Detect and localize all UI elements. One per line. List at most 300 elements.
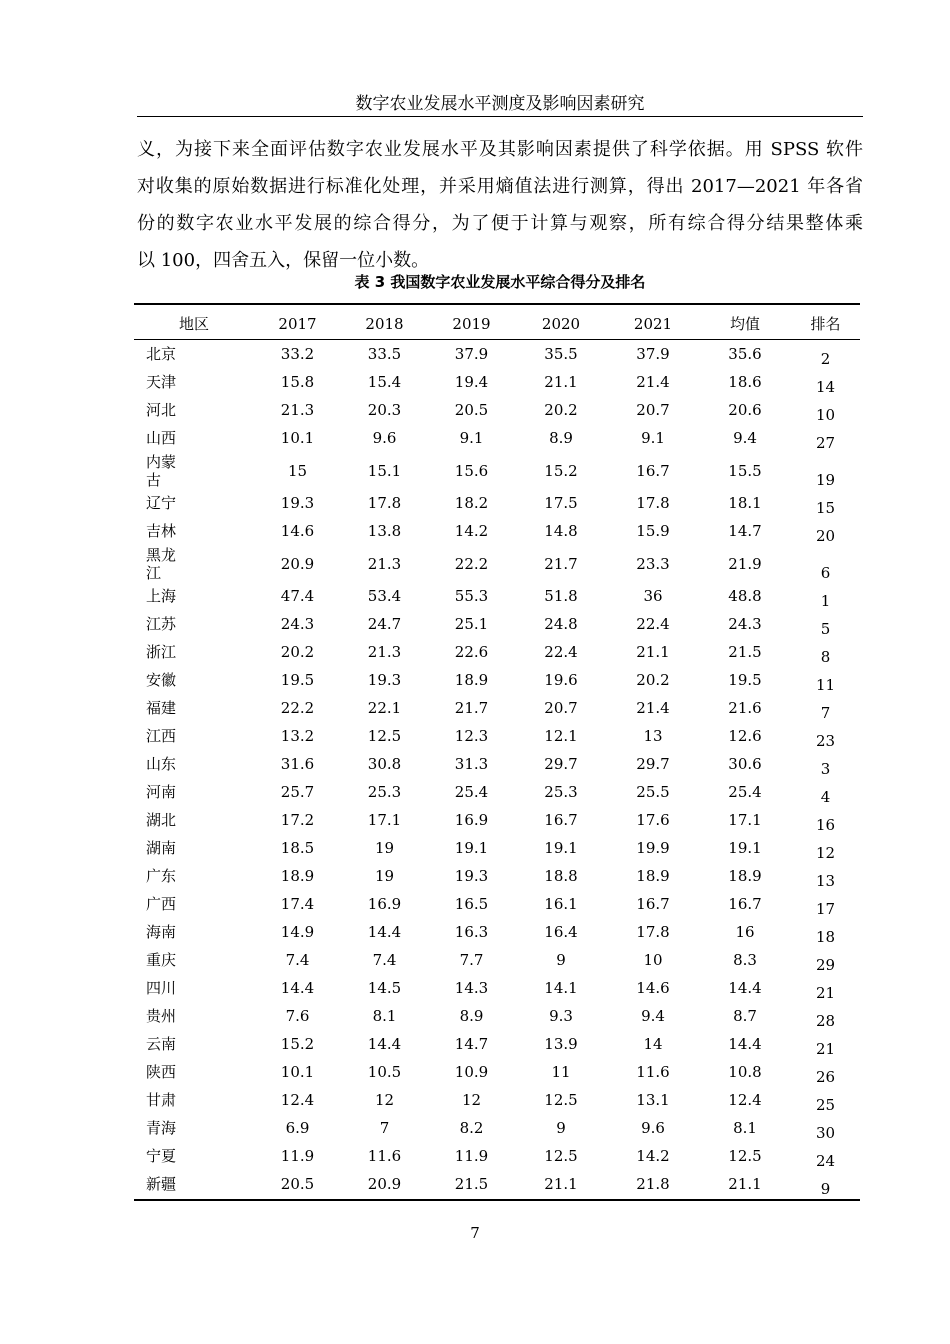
region-cell	[134, 396, 254, 424]
score-cell: 22.6	[454, 643, 489, 661]
score-cell: 21.3	[367, 643, 402, 661]
score-cell: 20.5	[280, 1175, 315, 1193]
region-name: 黑龙江	[146, 545, 177, 582]
score-cell: 21.1	[544, 1175, 578, 1193]
score-cell: 10.1	[280, 429, 315, 447]
rank-cell: 17	[815, 900, 836, 918]
score-cell: 10	[643, 951, 663, 969]
mean-cell: 20.6	[728, 401, 762, 419]
score-cell: 15.4	[367, 373, 402, 391]
rank-cell: 30	[815, 1124, 836, 1142]
score-cell: 51.8	[544, 587, 578, 605]
score-cell: 24.7	[367, 615, 402, 633]
score-cell: 14.4	[367, 923, 402, 941]
table-row	[134, 1114, 860, 1142]
region-cell	[134, 694, 254, 722]
score-cell: 12.5	[544, 1091, 578, 1109]
score-cell: 53.4	[367, 587, 402, 605]
score-cell: 8.9	[549, 429, 573, 447]
region-name: 广东	[146, 867, 177, 885]
region-name: 青海	[146, 1119, 177, 1137]
score-cell: 18.5	[280, 839, 315, 857]
score-cell: 17.8	[636, 923, 670, 941]
region-cell	[134, 778, 254, 806]
table-row	[134, 722, 860, 750]
rank-cell: 9	[820, 1180, 831, 1198]
score-cell: 13.8	[367, 522, 402, 540]
score-cell: 9.6	[372, 429, 397, 447]
rank-cell: 20	[815, 527, 836, 545]
region-cell	[134, 722, 254, 750]
score-cell: 11	[551, 1063, 571, 1081]
mean-cell: 9.4	[733, 429, 757, 447]
score-cell: 14.4	[280, 979, 315, 997]
score-cell: 11.9	[454, 1147, 489, 1165]
score-cell: 7.4	[372, 951, 397, 969]
rank-cell: 29	[815, 956, 836, 974]
table-row	[134, 424, 860, 452]
region-name: 宁夏	[146, 1147, 177, 1165]
rank-cell: 2	[820, 350, 831, 368]
score-cell: 8.1	[372, 1007, 397, 1025]
score-cell: 18.9	[454, 671, 489, 689]
mean-cell: 19.5	[728, 671, 762, 689]
score-cell: 19.3	[280, 494, 315, 512]
table-row	[134, 610, 860, 638]
score-cell: 9.6	[641, 1119, 665, 1137]
score-cell: 10.9	[454, 1063, 489, 1081]
table-caption: 表 3 我国数字农业发展水平综合得分及排名	[354, 273, 646, 291]
score-cell: 14.4	[367, 1035, 402, 1053]
score-cell: 9.3	[549, 1007, 573, 1025]
table-row	[134, 638, 860, 666]
mean-cell: 17.1	[728, 811, 762, 829]
score-cell: 9.1	[459, 429, 484, 447]
mean-cell: 14.4	[728, 979, 762, 997]
rank-cell: 14	[815, 378, 836, 396]
column-header: 地区	[178, 314, 209, 333]
score-cell: 15.9	[636, 522, 670, 540]
region-name: 重庆	[146, 951, 177, 969]
mean-cell: 21.1	[728, 1175, 762, 1193]
score-cell: 15.2	[280, 1035, 315, 1053]
rank-cell: 13	[815, 872, 836, 890]
score-cell: 14	[643, 1035, 663, 1053]
table-row	[134, 666, 860, 694]
rank-cell: 26	[815, 1068, 836, 1086]
score-cell: 18.8	[544, 867, 578, 885]
score-cell: 8.9	[459, 1007, 484, 1025]
region-name: 甘肃	[146, 1091, 177, 1109]
region-cell	[134, 946, 254, 974]
score-cell: 19.3	[367, 671, 402, 689]
region-cell	[134, 1086, 254, 1114]
score-cell: 13	[643, 727, 663, 745]
region-cell	[134, 918, 254, 946]
score-cell: 15.6	[454, 461, 489, 480]
rank-cell: 21	[815, 1040, 836, 1058]
score-cell: 19	[374, 839, 395, 857]
score-cell: 12.1	[544, 727, 578, 745]
rank-cell: 10	[815, 406, 836, 424]
rank-cell: 24	[815, 1152, 836, 1170]
score-cell: 21.4	[636, 373, 670, 391]
score-cell: 7.7	[459, 951, 484, 969]
score-cell: 37.9	[454, 345, 489, 363]
rank-cell: 1	[820, 592, 831, 610]
page-number: 7	[470, 1224, 480, 1242]
score-cell: 14.9	[280, 923, 315, 941]
table-row	[134, 974, 860, 1002]
score-cell: 12.5	[544, 1147, 578, 1165]
score-cell: 17.8	[367, 494, 402, 512]
score-cell: 22.4	[636, 615, 670, 633]
score-cell: 14.5	[367, 979, 402, 997]
score-cell: 14.6	[636, 979, 670, 997]
score-cell: 20.7	[636, 401, 670, 419]
score-cell: 20.2	[636, 671, 670, 689]
region-name: 山东	[146, 755, 177, 773]
column-header: 2018	[365, 314, 404, 333]
rank-cell: 8	[820, 648, 831, 666]
score-cell: 16.1	[544, 895, 578, 913]
table-row	[134, 694, 860, 722]
score-cell: 14.6	[280, 522, 315, 540]
score-cell: 20.9	[280, 554, 315, 573]
rank-cell: 18	[815, 928, 836, 946]
score-cell: 14.2	[454, 522, 489, 540]
score-cell: 20.7	[544, 699, 578, 717]
score-cell: 21.7	[454, 699, 489, 717]
score-cell: 16.4	[544, 923, 578, 941]
paragraph-line: 份的数字农业水平发展的综合得分，为了便于计算与观察，所有综合得分结果整体乘	[137, 213, 863, 234]
score-cell: 19	[374, 867, 395, 885]
column-header: 2019	[452, 314, 491, 333]
region-cell	[134, 862, 254, 890]
score-cell: 20.9	[367, 1175, 402, 1193]
region-name: 广西	[146, 895, 177, 913]
score-cell: 19.6	[544, 671, 578, 689]
column-header: 排名	[810, 314, 841, 333]
score-cell: 33.5	[367, 345, 402, 363]
region-cell	[134, 582, 254, 610]
region-cell	[134, 545, 254, 582]
region-name: 陕西	[146, 1063, 177, 1081]
region-cell	[134, 452, 254, 489]
score-cell: 31.6	[280, 755, 315, 773]
score-cell: 15.2	[544, 461, 578, 480]
region-name: 福建	[146, 699, 177, 717]
score-cell: 9.1	[641, 429, 665, 447]
score-cell: 8.2	[459, 1119, 484, 1137]
score-cell: 14.7	[454, 1035, 489, 1053]
score-cell: 16.7	[636, 461, 670, 480]
score-cell: 21.5	[454, 1175, 489, 1193]
score-cell: 21.3	[367, 554, 402, 573]
table-row	[134, 890, 860, 918]
score-cell: 55.3	[454, 587, 489, 605]
mean-cell: 14.4	[728, 1035, 762, 1053]
score-cell: 16.5	[454, 895, 489, 913]
mean-cell: 48.8	[728, 587, 762, 605]
region-cell	[134, 517, 254, 545]
region-cell	[134, 368, 254, 396]
paragraph-line: 义，为接下来全面评估数字农业发展水平及其影响因素提供了科学依据。用 SPSS 软件	[137, 139, 863, 160]
paragraph-line: 对收集的原始数据进行标准化处理，并采用熵值法进行测算，得出 2017—2021 年各省	[137, 176, 863, 197]
table-row	[134, 806, 860, 834]
score-cell: 47.4	[280, 587, 315, 605]
rank-cell: 11	[815, 676, 836, 694]
mean-cell: 16.7	[728, 895, 762, 913]
score-cell: 21.1	[636, 643, 670, 661]
rank-cell: 21	[815, 984, 836, 1002]
score-cell: 17.8	[636, 494, 670, 512]
score-cell: 19.9	[636, 839, 670, 857]
score-cell: 19.1	[544, 839, 578, 857]
mean-cell: 16	[735, 923, 755, 941]
score-cell: 7	[379, 1119, 390, 1137]
running-header: 数字农业发展水平测度及影响因素研究	[355, 94, 645, 114]
region-cell	[134, 638, 254, 666]
mean-cell: 10.8	[728, 1063, 762, 1081]
table-row	[134, 452, 860, 489]
mean-cell: 24.3	[728, 615, 762, 633]
region-name: 内蒙古	[146, 452, 177, 489]
score-cell: 25.7	[280, 783, 315, 801]
score-cell: 25.3	[367, 783, 402, 801]
mean-cell: 12.6	[728, 727, 762, 745]
table-row	[134, 1142, 860, 1170]
region-name: 海南	[146, 923, 177, 941]
region-cell	[134, 1170, 254, 1198]
score-cell: 24.8	[544, 615, 578, 633]
table-row	[134, 340, 860, 368]
score-cell: 16.9	[367, 895, 402, 913]
table-top-rule	[134, 303, 860, 305]
column-header: 2021	[633, 314, 673, 333]
mean-cell: 21.5	[728, 643, 762, 661]
score-cell: 16.3	[454, 923, 489, 941]
mean-cell: 14.7	[728, 522, 762, 540]
score-cell: 12	[374, 1091, 395, 1109]
region-cell	[134, 974, 254, 1002]
score-cell: 9	[556, 1119, 566, 1137]
score-cell: 16.7	[636, 895, 670, 913]
mean-cell: 12.4	[728, 1091, 762, 1109]
rank-cell: 25	[815, 1096, 836, 1114]
score-cell: 33.2	[280, 345, 315, 363]
score-cell: 14.2	[636, 1147, 670, 1165]
score-cell: 29.7	[544, 755, 578, 773]
table-row	[134, 545, 860, 582]
score-cell: 21.7	[544, 554, 578, 573]
score-cell: 19.5	[280, 671, 315, 689]
region-cell	[134, 834, 254, 862]
score-cell: 35.5	[544, 345, 578, 363]
region-cell	[134, 1058, 254, 1086]
score-cell: 19.1	[454, 839, 489, 857]
mean-cell: 8.1	[733, 1119, 757, 1137]
mean-cell: 35.6	[728, 345, 762, 363]
region-name: 浙江	[146, 643, 177, 661]
region-cell	[134, 890, 254, 918]
region-name: 江西	[146, 727, 177, 745]
score-cell: 16.9	[454, 811, 489, 829]
score-cell: 31.3	[454, 755, 489, 773]
rank-cell: 7	[820, 704, 831, 722]
column-header: 2020	[541, 314, 581, 333]
table-row	[134, 489, 860, 517]
score-cell: 12.3	[454, 727, 489, 745]
score-cell: 36	[643, 587, 663, 605]
rank-cell: 5	[820, 620, 831, 638]
region-cell	[134, 489, 254, 517]
mean-cell: 18.9	[728, 867, 762, 885]
score-cell: 29.7	[636, 755, 670, 773]
region-name: 贵州	[146, 1007, 177, 1025]
score-cell: 15.1	[367, 461, 402, 480]
mean-cell: 30.6	[728, 755, 762, 773]
table-header-row	[134, 307, 860, 340]
score-cell: 13.2	[280, 727, 315, 745]
table-row	[134, 862, 860, 890]
table-bottom-rule	[134, 1199, 860, 1201]
region-cell	[134, 666, 254, 694]
score-cell: 25.5	[636, 783, 670, 801]
score-cell: 17.1	[367, 811, 402, 829]
score-cell: 22.2	[454, 554, 489, 573]
score-cell: 18.9	[636, 867, 670, 885]
rank-cell: 15	[815, 499, 836, 517]
score-cell: 15.8	[280, 373, 315, 391]
score-cell: 22.1	[367, 699, 402, 717]
table-row	[134, 750, 860, 778]
region-name: 湖南	[146, 839, 177, 857]
region-name: 天津	[146, 373, 177, 391]
score-cell: 19.4	[454, 373, 489, 391]
rank-cell: 16	[815, 816, 836, 834]
region-cell	[134, 424, 254, 452]
score-cell: 12.4	[280, 1091, 315, 1109]
score-cell: 14.3	[454, 979, 489, 997]
score-cell: 13.9	[544, 1035, 578, 1053]
score-cell: 22.2	[280, 699, 315, 717]
table-row	[134, 517, 860, 545]
table-row	[134, 918, 860, 946]
region-cell	[134, 1114, 254, 1142]
score-cell: 21.8	[636, 1175, 670, 1193]
score-cell: 7.6	[285, 1007, 310, 1025]
table-row	[134, 1030, 860, 1058]
score-cell: 37.9	[636, 345, 670, 363]
table-row	[134, 368, 860, 396]
region-cell	[134, 806, 254, 834]
region-name: 新疆	[146, 1175, 177, 1193]
score-cell: 21.3	[280, 401, 315, 419]
score-cell: 22.4	[544, 643, 578, 661]
header-rule	[137, 116, 863, 117]
table-row	[134, 834, 860, 862]
score-cell: 18.2	[454, 494, 489, 512]
region-cell	[134, 1002, 254, 1030]
rank-cell: 28	[815, 1012, 836, 1030]
region-cell	[134, 1030, 254, 1058]
mean-cell: 8.7	[733, 1007, 757, 1025]
table-row	[134, 946, 860, 974]
rank-cell: 23	[815, 732, 836, 750]
score-cell: 11.9	[280, 1147, 315, 1165]
rank-cell: 6	[820, 564, 831, 582]
score-cell: 9.4	[641, 1007, 665, 1025]
mean-cell: 15.5	[728, 461, 762, 480]
score-cell: 12	[461, 1091, 482, 1109]
score-cell: 19.3	[454, 867, 489, 885]
region-name: 河南	[146, 783, 177, 801]
region-cell	[134, 750, 254, 778]
score-cell: 16.7	[544, 811, 578, 829]
score-cell: 14.1	[544, 979, 578, 997]
rank-cell: 4	[820, 788, 831, 806]
score-cell: 23.3	[636, 554, 670, 573]
score-cell: 30.8	[367, 755, 402, 773]
mean-cell: 21.6	[728, 699, 762, 717]
body-paragraph	[137, 131, 863, 279]
score-cell: 20.2	[544, 401, 578, 419]
table-row	[134, 582, 860, 610]
score-cell: 25.4	[454, 783, 489, 801]
rank-cell: 27	[815, 434, 836, 452]
score-cell: 20.2	[280, 643, 315, 661]
rank-cell: 19	[815, 471, 836, 489]
region-name: 安徽	[146, 671, 177, 689]
score-cell: 6.9	[285, 1119, 310, 1137]
region-cell	[134, 1142, 254, 1170]
score-cell: 7.4	[285, 951, 310, 969]
mean-cell: 8.3	[733, 951, 757, 969]
mean-cell: 18.1	[728, 494, 762, 512]
score-cell: 17.5	[544, 494, 578, 512]
score-cell: 25.1	[454, 615, 489, 633]
score-cell: 9	[556, 951, 566, 969]
score-cell: 12.5	[367, 727, 402, 745]
region-name: 吉林	[146, 522, 177, 540]
region-name: 河北	[146, 401, 177, 419]
rank-cell: 3	[820, 760, 831, 778]
score-cell: 10.1	[280, 1063, 315, 1081]
score-cell: 18.9	[280, 867, 315, 885]
region-name: 湖北	[146, 811, 177, 829]
mean-cell: 12.5	[728, 1147, 762, 1165]
score-cell: 25.3	[544, 783, 578, 801]
region-name: 云南	[146, 1035, 177, 1053]
region-name: 江苏	[146, 615, 177, 633]
score-cell: 17.6	[636, 811, 670, 829]
score-cell: 21.1	[544, 373, 578, 391]
column-header: 均值	[729, 314, 760, 333]
region-cell	[134, 610, 254, 638]
score-cell: 11.6	[636, 1063, 670, 1081]
region-name: 北京	[146, 345, 177, 363]
region-cell	[134, 340, 254, 368]
score-cell: 24.3	[280, 615, 315, 633]
table-row	[134, 778, 860, 806]
region-name: 辽宁	[146, 494, 177, 512]
table-row	[134, 396, 860, 424]
region-name: 山西	[146, 429, 177, 447]
score-cell: 17.2	[280, 811, 315, 829]
score-cell: 15	[287, 461, 308, 480]
score-cell: 14.8	[544, 522, 578, 540]
